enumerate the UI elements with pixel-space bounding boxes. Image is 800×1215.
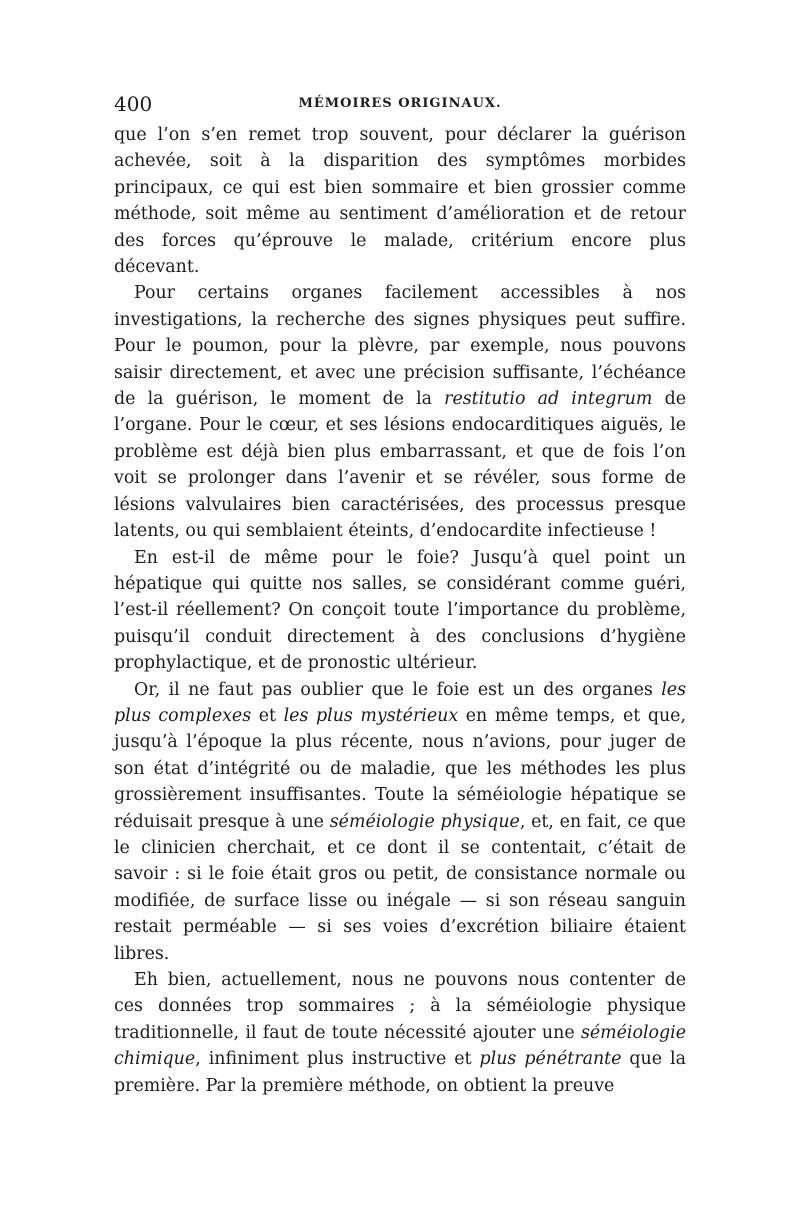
text-segment: et bbox=[251, 705, 284, 726]
body-text bbox=[114, 122, 686, 1099]
text-segment: , et, en fait, ce que le clinicien cherchait, et ce dont il se contentait, c’était de savoir : si le foie était gros ou petit, de consistance normale ou modifiée, de surface lisse ou inégale — si son réseau sanguin restait perméable — si ses voies d’excrétion biliaire étaient libres. bbox=[114, 811, 686, 964]
page-number: 400 bbox=[114, 92, 153, 116]
text-segment: En est-il de même pour le foie? Jusqu’à quel point un hépatique qui quitte nos salles, se considérant comme guéri, l’est-il réellement? On conçoit toute l’importance du problème, puisqu’il conduit directement à des conclusions d’hygiène prophylactique, et de pronostic ultérieur. bbox=[114, 547, 686, 674]
paragraph bbox=[114, 545, 686, 677]
text-segment: Eh bien, actuellement, nous ne pouvons nous contenter de ces données trop sommaires ; à la séméiologie physique traditionnelle, il faut de toute nécessité ajouter une bbox=[114, 970, 686, 1043]
paragraph bbox=[114, 122, 686, 280]
italic-text: les plus mystérieux bbox=[283, 705, 459, 726]
italic-text: restitutio ad integrum bbox=[444, 389, 653, 410]
italic-text: séméiologie physique bbox=[329, 811, 520, 832]
italic-text: plus pénétrante bbox=[479, 1049, 622, 1070]
running-title: MÉMOIRES ORIGINAUX. bbox=[298, 96, 502, 111]
text-segment: que l’on s’en remet trop souvent, pour déclarer la guérison achevée, soit à la disparition des symptômes morbides principaux, ce qui est bien sommaire et bien grossier comme méthode, soit même au sentiment d’amélioration et de retour des forces qu’éprouve le malade, critérium encore plus décevant. bbox=[114, 125, 686, 278]
paragraph bbox=[114, 280, 686, 544]
italic-text: séméiologie chimique bbox=[114, 1022, 686, 1070]
text-segment: Pour certains organes facilement accessibles à nos investigations, la recherche des signes physiques peut suffire. Pour le poumon, pour la plèvre, par exemple, nous pouvons saisir directement, et avec une précision suffisante, l’échéance de la guérison, le moment de la bbox=[114, 283, 686, 410]
book-page bbox=[114, 92, 686, 1099]
running-header bbox=[114, 92, 686, 122]
text-segment: Or, il ne faut pas oublier que le foie est un des organes bbox=[134, 679, 662, 700]
paragraph bbox=[114, 677, 686, 967]
text-segment: de l’organe. Pour le cœur, et ses lésions endocarditiques aiguës, le problème est déjà bien plus embarrassant, et que de fois l’on voit se prolonger dans l’avenir et se révéler, sous forme de lésions valvulaires bien caractérisées, des processus presque latents, ou qui semblaient éteints, d’endocardite infectieuse ! bbox=[114, 389, 686, 542]
text-segment: en même temps, et que, jusqu’à l’époque la plus récente, nous n’avions, pour juger de son état d’intégrité ou de maladie, que les méthodes les plus grossièrement insuffisantes. Toute la séméiologie hépatique se réduisait presque à une bbox=[114, 705, 686, 832]
paragraph bbox=[114, 967, 686, 1099]
text-segment: que la première. Par la première méthode, on obtient la preuve bbox=[114, 1049, 686, 1096]
text-segment: , infiniment plus instructive et bbox=[195, 1049, 480, 1070]
italic-text: les plus complexes bbox=[114, 679, 686, 726]
